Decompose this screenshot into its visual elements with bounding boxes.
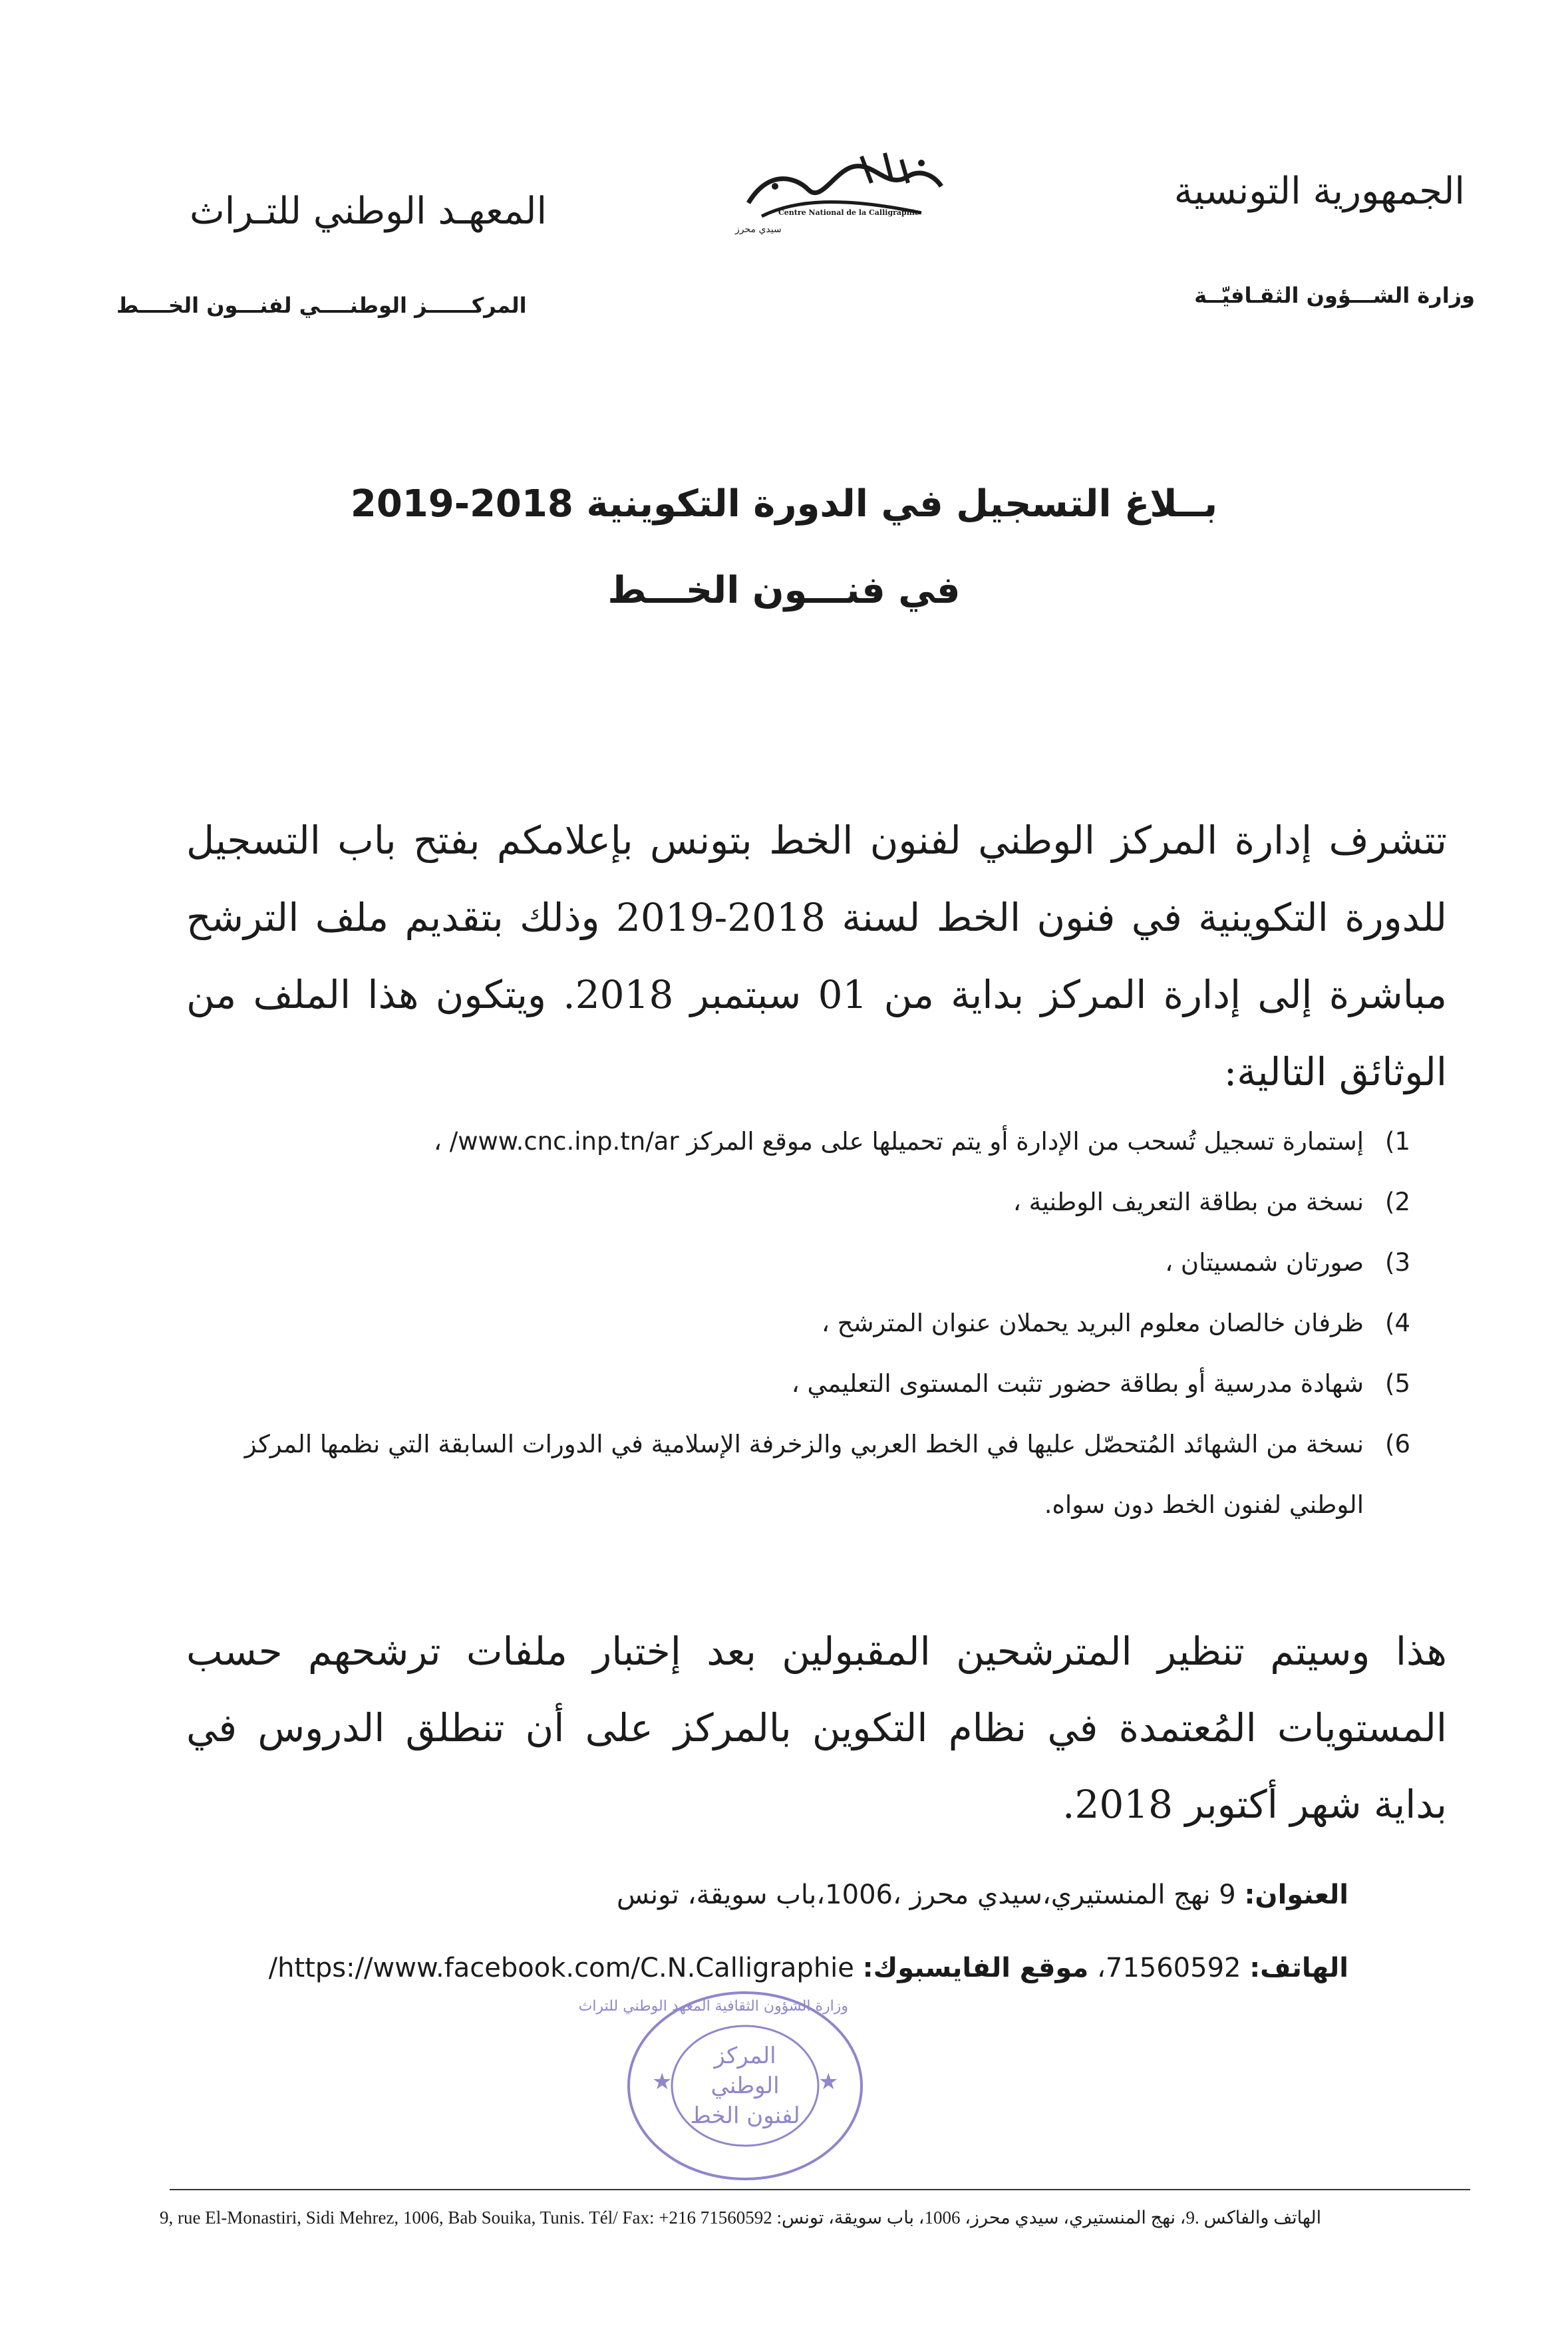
address-line	[617, 1880, 1348, 1910]
intro-paragraph: تتشرف إدارة المركز الوطني لفنون الخط بتونس بإعلامكم بفتح باب التسجيل للدورة التكوينية في فنون الخط لسنة 2018-2019 وذلك بتقديم ملف الترشح مباشرة إلى إدارة المركز بداية من 01 سبتمبر 2018. ويتكون هذا الملف من الوثائق التالية:	[186, 818, 1448, 1094]
footer-address: 9, rue El-Monastiri, Sidi Mehrez, 1006, Bab Souika, Tunis. Tél/ Fax: +216 71560592 :الهاتف والفاكس .9، نهج المنستيري، سيدي محرز، 1006، باب سويقة، تونس	[160, 2208, 1322, 2228]
list-item-number: 5)	[1385, 1369, 1410, 1398]
stamp-ring-text: وزارة الشؤون الثقافية المعهد الوطني للتراث	[578, 1998, 848, 2015]
list-item	[193, 1414, 1410, 1535]
stamp-center-line-1: المركز	[714, 2043, 776, 2069]
footer-divider	[170, 2189, 1470, 2190]
stamp-center-line-3: لفنون الخط	[690, 2102, 800, 2129]
stamp-center-line-2: الوطني	[710, 2073, 780, 2099]
center-heading: المركــــــز الوطنــــي لفنـــون الخــــط	[116, 293, 527, 318]
address-value: 9 نهج المنستيري،سيدي محرز ،1006،باب سويقة، تونس	[617, 1880, 1236, 1910]
list-item	[193, 1353, 1410, 1414]
list-item	[193, 1232, 1410, 1293]
list-item-text: نسخة من بطاقة التعريف الوطنية ،	[1013, 1188, 1364, 1216]
logo-french-text: Centre National de la Calligraphie	[778, 208, 919, 217]
center-logo	[722, 150, 955, 249]
phone-line	[269, 1953, 1348, 1983]
announcement-title: بــلاغ التسجيل في الدورة التكوينية 2018-2019	[350, 482, 1218, 526]
list-item-number: 2)	[1385, 1188, 1410, 1216]
documents-list	[193, 1111, 1410, 1535]
list-item	[193, 1172, 1410, 1232]
logo-arabic-text: سيدي محرز	[735, 224, 782, 235]
official-stamp	[578, 1986, 868, 2186]
svg-text:★: ★	[652, 2069, 673, 2095]
list-item-text: شهادة مدرسية أو بطاقة حضور تثبت المستوى التعليمي ،	[791, 1369, 1364, 1398]
announcement-subtitle: في فنـــون الخـــط	[607, 569, 961, 612]
republic-heading: الجمهورية التونسية	[1174, 170, 1465, 213]
facebook-label: موقع الفايسبوك:	[862, 1953, 1089, 1983]
phone-label: الهاتف:	[1249, 1953, 1348, 1983]
list-item-text: صورتان شمسيتان ،	[1165, 1248, 1364, 1277]
list-item-number: 1)	[1385, 1127, 1410, 1156]
list-item	[193, 1111, 1410, 1172]
institute-heading: المعهـد الوطني للتـراث	[190, 190, 548, 233]
list-item-number: 6)	[1385, 1430, 1410, 1458]
list-item-text: ظرفان خالصان معلوم البريد يحملان عنوان المترشح ،	[821, 1309, 1364, 1337]
phone-value: 71560592،	[1096, 1953, 1241, 1983]
closing-paragraph: هذا وسيتم تنظير المترشحين المقبولين بعد إختبار ملفات ترشحهم حسب المستويات المُعتمدة في نظام التكوين بالمركز على أن تنطلق الدروس في بداية شهر أكتوبر 2018.	[186, 1629, 1447, 1827]
facebook-link[interactable]: https://www.facebook.com/C.N.Calligraphie/	[268, 1953, 854, 1983]
list-item	[193, 1293, 1410, 1353]
list-item-text: نسخة من الشهائد المُتحصّل عليها في الخط العربي والزخرفة الإسلامية في الدورات السابقة التي نظمها المركز الوطني لفنون الخط دون سواه.	[244, 1430, 1364, 1519]
list-item-text: إستمارة تسجيل تُسحب من الإدارة أو يتم تحميلها على موقع المركز www.cnc.inp.tn/ar/ ،	[434, 1127, 1364, 1156]
ministry-heading: وزارة الشـــؤون الثقـافيّــة	[1194, 283, 1475, 308]
address-label: العنوان:	[1244, 1880, 1348, 1910]
list-item-number: 4)	[1385, 1309, 1410, 1337]
svg-text:★: ★	[818, 2069, 839, 2095]
list-item-number: 3)	[1385, 1248, 1410, 1277]
